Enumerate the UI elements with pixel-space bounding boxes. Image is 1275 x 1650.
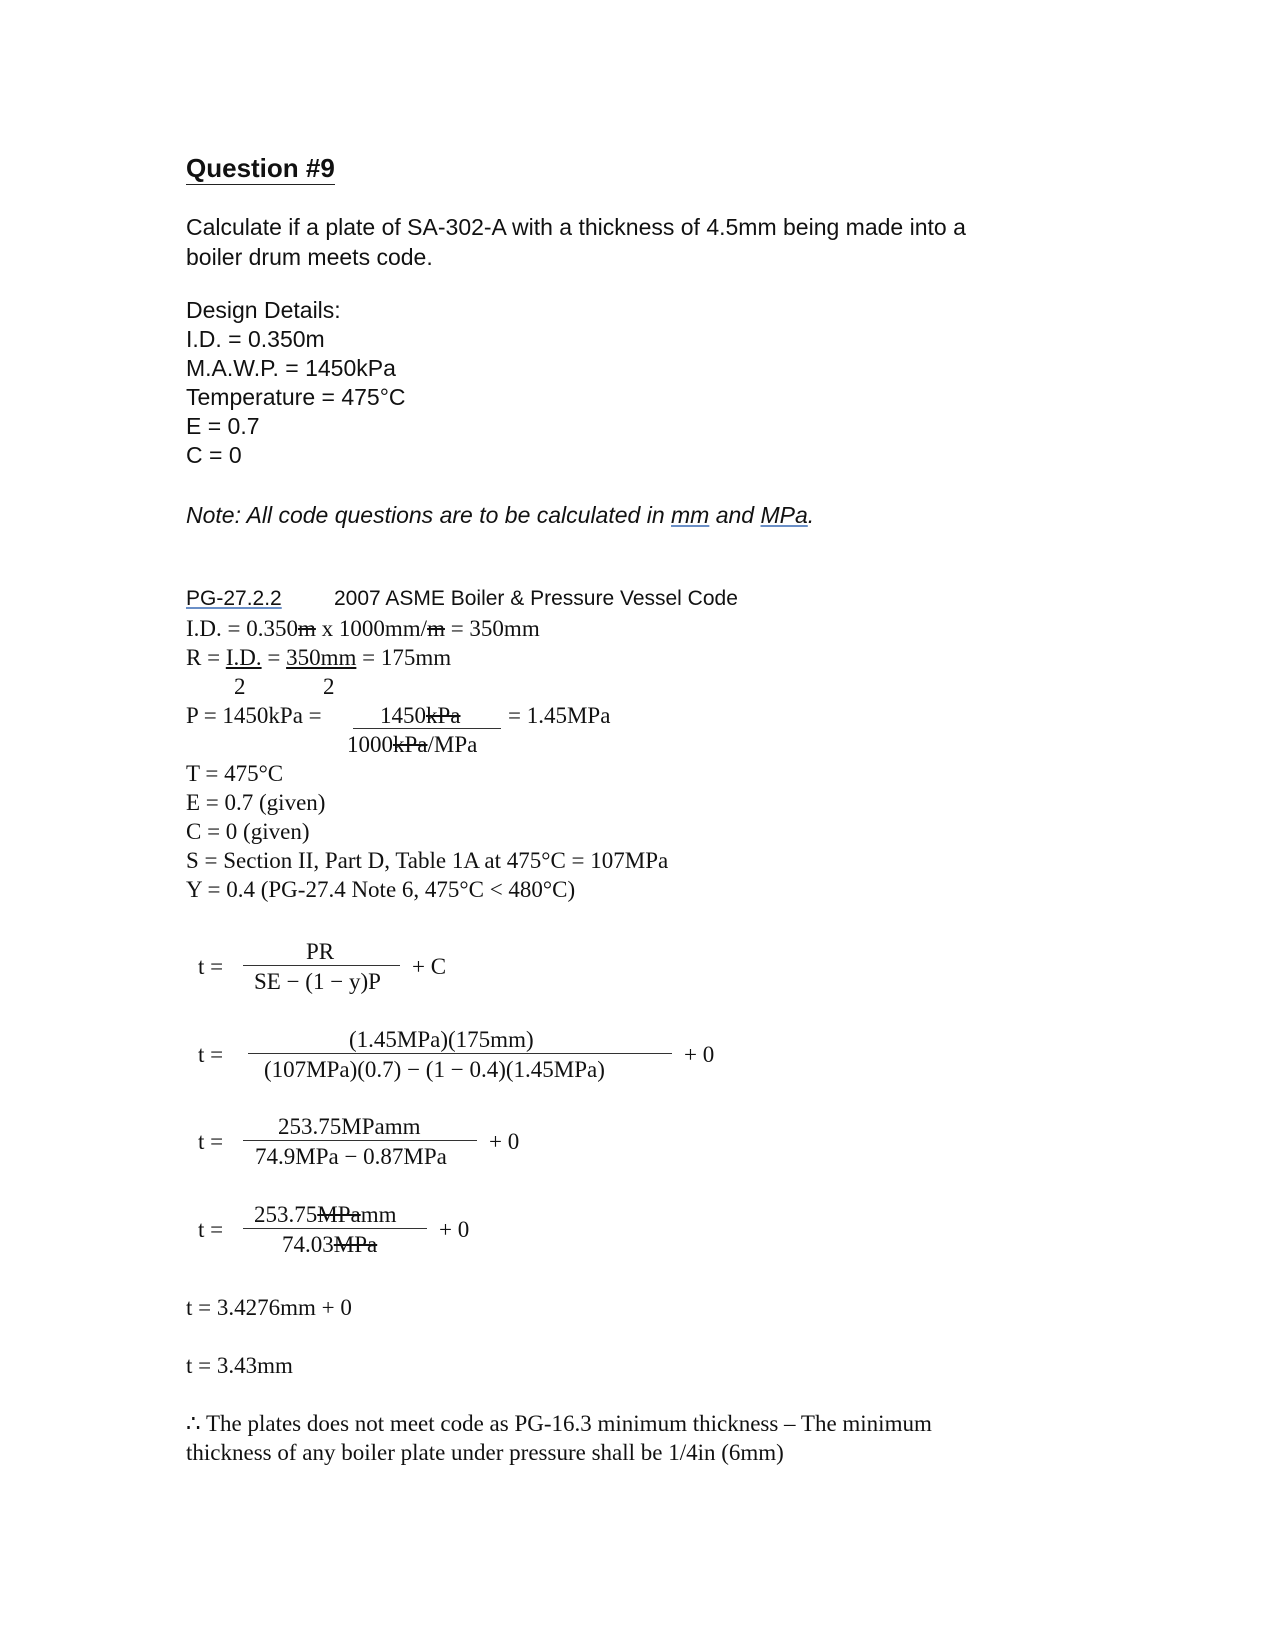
id-conversion: [186, 614, 540, 643]
stress-line: S = Section II, Part D, Table 1A at 475°C = 107MPa: [186, 848, 669, 873]
id-part-c: = 350mm: [444, 616, 540, 641]
radius-part-a: R =: [186, 645, 226, 670]
note-and: and: [709, 502, 761, 528]
eq2-numerator: (1.45MPa)(175mm): [349, 1027, 534, 1052]
radius-denominator: 2: [323, 674, 335, 699]
pressure-num-value: 1450: [380, 703, 426, 728]
eq4-num-unit-cancelled: MPa: [317, 1202, 361, 1227]
radius-denominator: 2: [234, 674, 246, 699]
conclusion-line-1: ∴ The plates does not meet code as PG-16.3 minimum thickness – The minimum: [186, 1411, 932, 1436]
note: [186, 500, 814, 530]
eq4-den-unit-cancelled: MPa: [333, 1232, 378, 1257]
code-reference-title: 2007 ASME Boiler & Pressure Vessel Code: [334, 587, 738, 610]
pressure-den-unit: kPa: [393, 732, 428, 757]
design-details: [186, 296, 406, 470]
design-item: C = 0: [186, 442, 242, 468]
eq4-num-value: 253.75: [254, 1202, 318, 1227]
id-unit-cancelled: m: [298, 616, 316, 641]
note-mm: mm: [671, 502, 710, 528]
eq4-rhs: + 0: [439, 1217, 470, 1242]
eq2-lhs: t =: [198, 1042, 224, 1067]
eq1-numerator: PR: [306, 939, 335, 964]
code-reference-id: PG-27.2.2: [186, 587, 282, 610]
eq3-lhs: t =: [198, 1129, 224, 1154]
note-end: .: [807, 502, 815, 528]
eq4-den-value: 74.03: [282, 1232, 334, 1257]
radius-id: I.D.: [225, 645, 262, 670]
design-item: M.A.W.P. = 1450kPa: [186, 355, 396, 381]
design-item: I.D. = 0.350m: [186, 326, 325, 352]
eq4-denominator: [282, 1230, 377, 1259]
temperature-line: T = 475°C: [186, 761, 284, 786]
eq3-rhs: + 0: [489, 1129, 520, 1154]
design-item: E = 0.7: [186, 413, 260, 439]
design-item: Temperature = 475°C: [186, 384, 406, 410]
result-rounded: t = 3.43mm: [186, 1353, 293, 1378]
code-reference: [186, 586, 282, 612]
question-title: Question #9: [186, 153, 335, 183]
id-part-b: x 1000mm/: [315, 616, 428, 641]
eq1-denominator: SE − (1 − y)P: [254, 969, 381, 994]
radius-part-b: =: [261, 645, 287, 670]
pressure-line: P = 1450kPa =: [186, 703, 322, 728]
y-coefficient-line: Y = 0.4 (PG-27.4 Note 6, 475°C < 480°C): [186, 877, 576, 902]
eq2-rhs: + 0: [684, 1042, 715, 1067]
note-prefix: Note: All code questions are to be calculated in: [186, 502, 671, 528]
efficiency-line: E = 0.7 (given): [186, 790, 326, 815]
result-unrounded: t = 3.4276mm + 0: [186, 1295, 352, 1320]
pressure-num-unit: kPa: [426, 703, 461, 728]
corrosion-line: C = 0 (given): [186, 819, 310, 844]
eq1-lhs: t =: [198, 954, 224, 979]
pressure-result: = 1.45MPa: [508, 703, 611, 728]
conclusion-line-2: thickness of any boiler plate under pressure shall be 1/4in (6mm): [186, 1440, 784, 1465]
design-details-heading: Design Details:: [186, 297, 341, 323]
eq4-num-unit: mm: [360, 1202, 397, 1227]
eq3-numerator: 253.75MPamm: [278, 1114, 421, 1139]
radius-line: [186, 643, 451, 672]
eq4-lhs: t =: [198, 1217, 224, 1242]
question-text-line-2: boiler drum meets code.: [186, 244, 433, 270]
eq4-numerator: [254, 1200, 396, 1229]
conclusion: [186, 1409, 932, 1467]
eq1-rhs: + C: [412, 954, 447, 979]
note-mpa: MPa: [760, 502, 808, 528]
radius-part-c: = 175mm: [356, 645, 452, 670]
pressure-numerator: [380, 701, 461, 730]
radius-mm: 350mm: [286, 645, 357, 670]
id-part-a: I.D. = 0.350: [186, 616, 298, 641]
question-text-line-1: Calculate if a plate of SA-302-A with a thickness of 4.5mm being made into a: [186, 214, 966, 240]
eq2-denominator: (107MPa)(0.7) − (1 − 0.4)(1.45MPa): [264, 1057, 605, 1082]
pressure-denominator: [347, 730, 477, 759]
pressure-den-value: 1000: [347, 732, 393, 757]
pressure-den-rest: /MPa: [427, 732, 478, 757]
id-unit-cancelled: m: [427, 616, 445, 641]
question-text: [186, 212, 966, 272]
eq3-denominator: 74.9MPa − 0.87MPa: [255, 1144, 447, 1169]
